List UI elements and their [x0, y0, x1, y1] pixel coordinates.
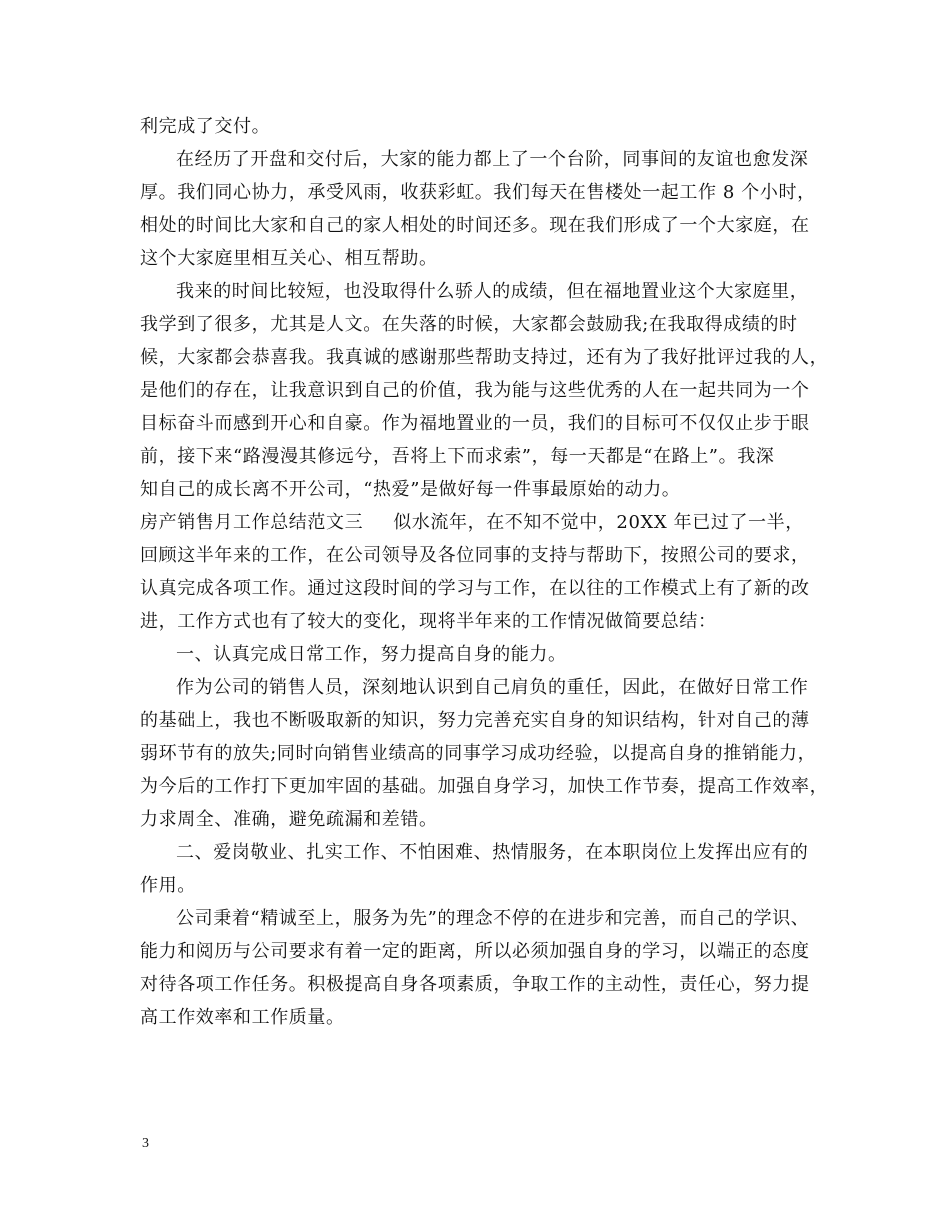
- text-line: 二、爱岗敬业、扎实工作、不怕困难、热情服务，在本职岗位上发挥出应有的: [176, 842, 809, 863]
- text-line: 候，大家都会恭喜我。我真诚的感谢那些帮助支持过，还有为了我好批评过我的人，: [140, 347, 829, 368]
- text-line: 作用。: [140, 875, 196, 896]
- text-line: 进，工作方式也有了较大的变化，现将半年来的工作情况做简要总结：: [140, 611, 717, 632]
- text-line: 目标奋斗而感到开心和自豪。作为福地置业的一员，我们的目标可不仅仅止步于眼: [140, 413, 810, 434]
- text-line: 相处的时间比大家和自己的家人相处的时间还多。现在我们形成了一个大家庭，在: [140, 215, 810, 236]
- text-line: 力求周全、准确，避免疏漏和差错。: [140, 809, 438, 830]
- text-line: 是他们的存在，让我意识到自己的价值，我为能与这些优秀的人在一起共同为一个: [140, 380, 810, 401]
- text-line: 对待各项工作任务。积极提高自身各项素质，争取工作的主动性，责任心，努力提: [140, 974, 810, 995]
- text-line: 我学到了很多，尤其是人文。在失落的时候，大家都会鼓励我;在我取得成绩的时: [140, 314, 798, 335]
- document-body: [140, 110, 829, 1034]
- text-line: 一、认真完成日常工作，努力提高自身的能力。: [176, 644, 567, 665]
- text-line: 的基础上，我也不断吸取新的知识，努力完善充实自身的知识结构，针对自己的薄: [140, 710, 810, 731]
- text-line: 回顾这半年来的工作，在公司领导及各位同事的支持与帮助下，按照公司的要求，: [140, 545, 810, 566]
- page-number: 3: [142, 1136, 149, 1151]
- text-line: 利完成了交付。: [140, 116, 271, 137]
- text-line: 厚。我们同心协力，承受风雨，收获彩虹。我们每天在售楼处一起工作 8 个小时，: [140, 182, 816, 203]
- text-line: 公司秉着“精诚至上，服务为先”的理念不停的在进步和完善，而自己的学识、: [176, 908, 810, 929]
- text-line: 作为公司的销售人员，深刻地认识到自己肩负的重任，因此，在做好日常工作: [176, 677, 809, 698]
- section-heading-line: [140, 506, 825, 539]
- text-line: 前，接下来“路漫漫其修远兮，吾将上下而求索”，每一天都是“在路上”。我深: [140, 446, 775, 467]
- text-line: 弱环节有的放失;同时向销售业绩高的同事学习成功经验，以提高自身的推销能力，: [140, 743, 817, 764]
- section-heading: 房产销售月工作总结范文三: [140, 512, 364, 533]
- text-line: 认真完成各项工作。通过这段时间的学习与工作，在以往的工作模式上有了新的改: [140, 578, 810, 599]
- text-line: 高工作效率和工作质量。: [140, 1007, 345, 1028]
- text-line: 能力和阅历与公司要求有着一定的距离，所以必须加强自身的学习，以端正的态度: [140, 941, 810, 962]
- text-line: 我来的时间比较短，也没取得什么骄人的成绩，但在福地置业这个大家庭里，: [176, 281, 809, 302]
- text-line: 在经历了开盘和交付后，大家的能力都上了一个台阶，同事间的友谊也愈发深: [176, 149, 809, 170]
- text-line: 知自己的成长离不开公司，“热爱”是做好每一件事最原始的动力。: [140, 479, 681, 500]
- text-line: 似水流年，在不知不觉中，20XX 年已过了一半，: [393, 512, 804, 533]
- text-line: 这个大家庭里相互关心、相互帮助。: [140, 248, 438, 269]
- text-line: 为今后的工作打下更加牢固的基础。加强自身学习，加快工作节奏，提高工作效率，: [140, 776, 829, 797]
